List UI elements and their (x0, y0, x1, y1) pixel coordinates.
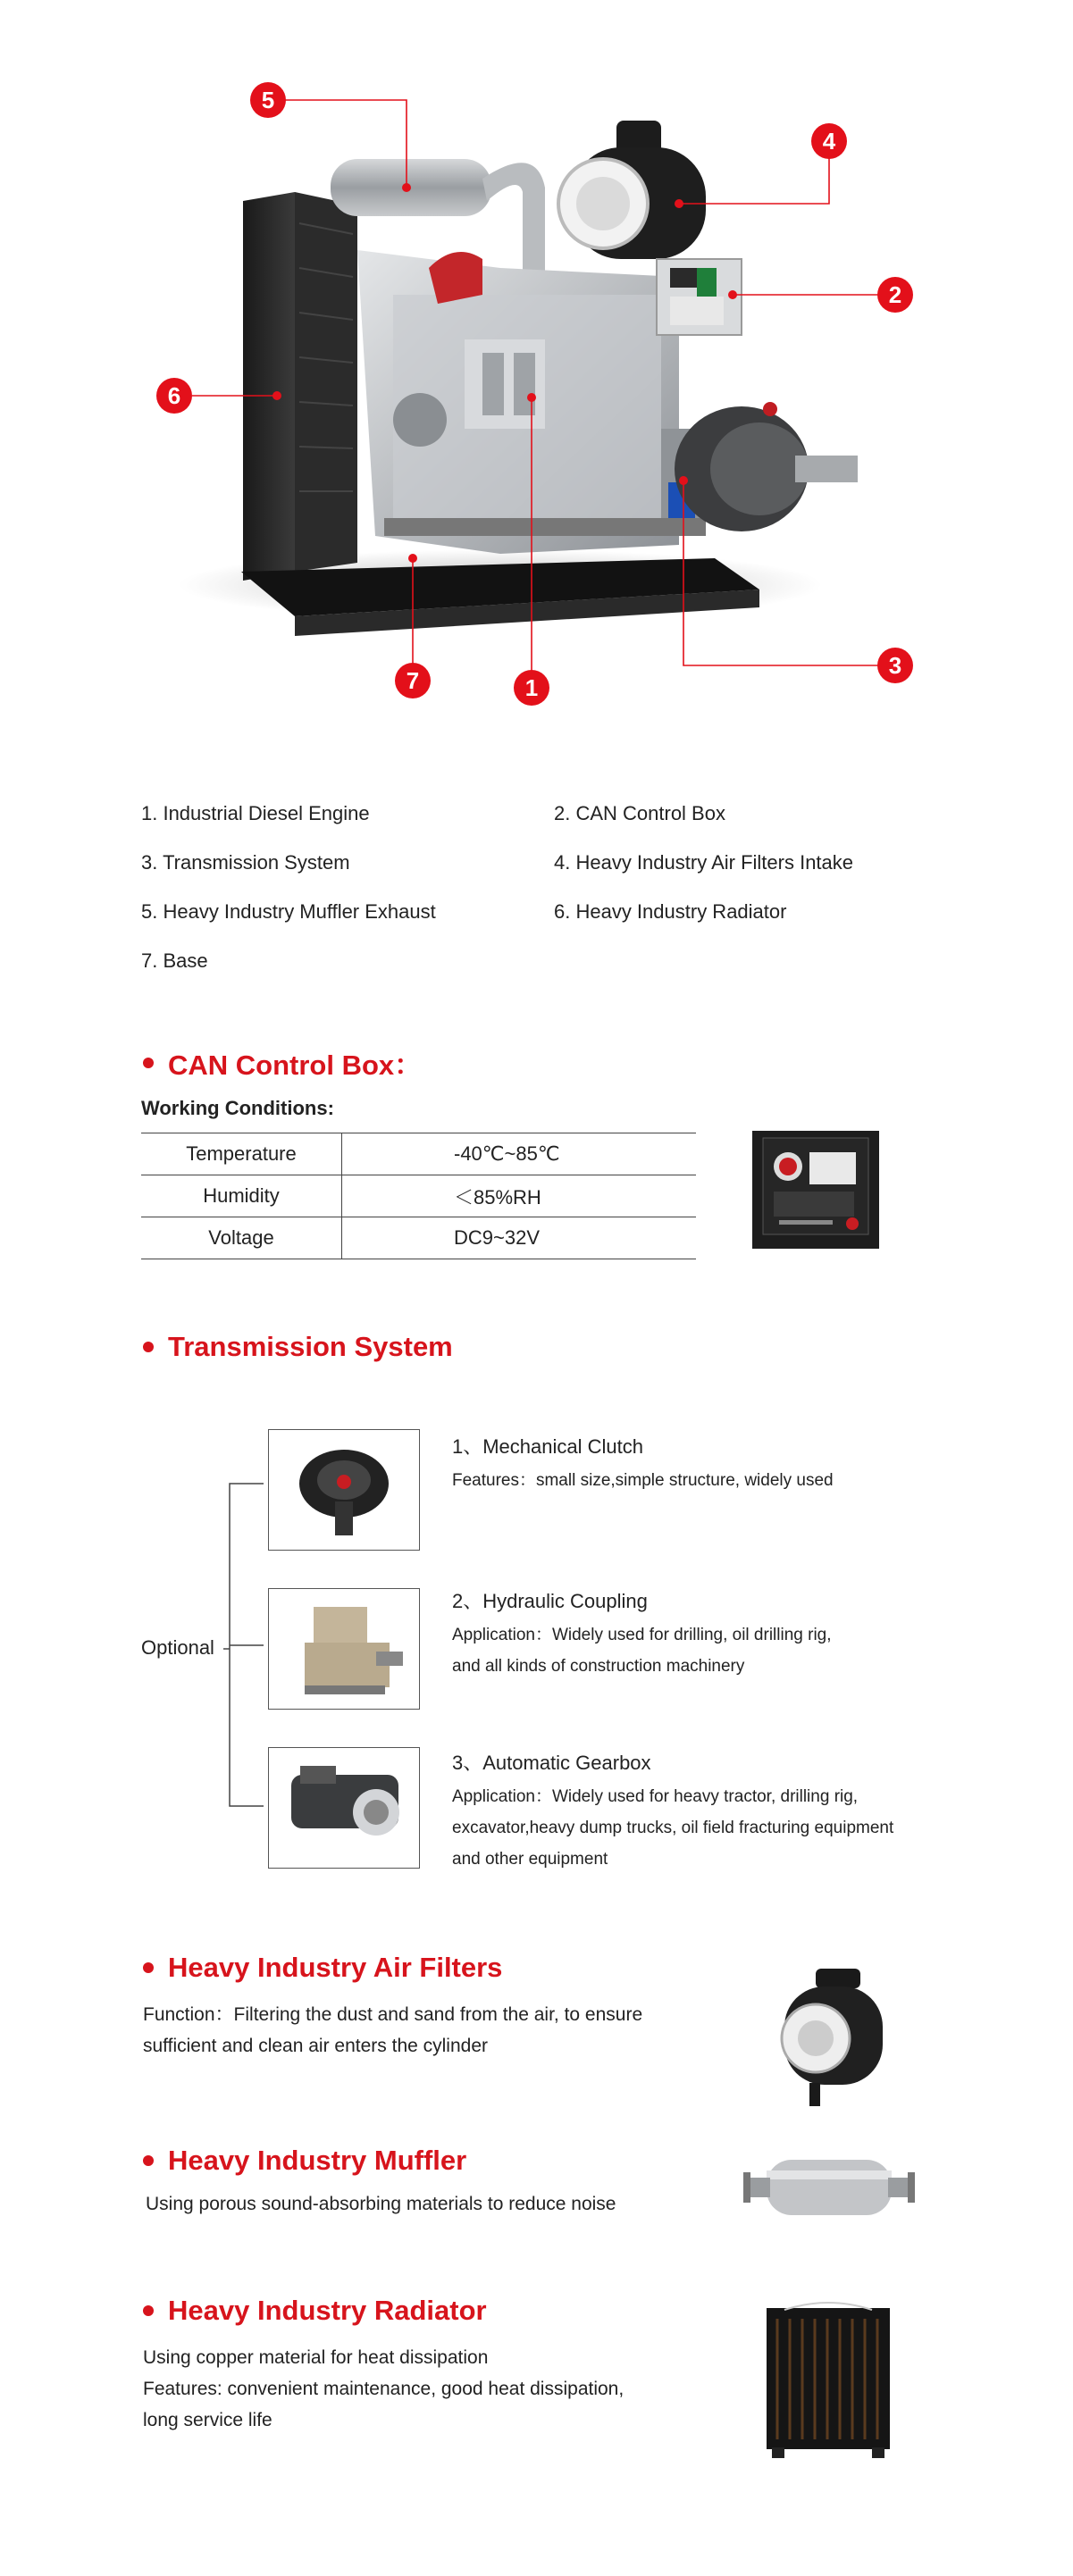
gearbox-photo (268, 1747, 420, 1869)
radiator-line: Features: convenient maintenance, good heat dissipation, (143, 2379, 625, 2399)
generator-drawing (0, 0, 1073, 732)
radiator-photo (758, 2301, 899, 2462)
base-shape (241, 558, 759, 636)
air-filters-line: Function：Filtering the dust and sand from the air, to ensure (143, 2004, 643, 2025)
can-box-title-text: CAN Control Box： (168, 1050, 423, 1081)
table-row (141, 1217, 696, 1259)
legend-item: 6. Heavy Industry Radiator (554, 900, 787, 923)
muffler-title-text: Heavy Industry Muffler (168, 2145, 467, 2176)
radiator-title (143, 2295, 487, 2327)
condition-value: ＜85%RH (342, 1175, 696, 1217)
control-box-photo (752, 1131, 879, 1249)
air-filter-photo (767, 1965, 892, 2112)
legend-item: 5. Heavy Industry Muffler Exhaust (141, 900, 436, 923)
radiator-title-text: Heavy Industry Radiator (168, 2295, 487, 2326)
bullet-icon (143, 1058, 154, 1068)
clutch-shape (661, 402, 858, 531)
option-desc: Application：Widely used for heavy tractor, drilling rig, (452, 1787, 859, 1806)
air-filters-title (143, 1952, 502, 1984)
working-conditions-table (141, 1133, 696, 1259)
clutch-photo (268, 1429, 420, 1551)
bullet-icon (143, 2305, 154, 2316)
bullet-icon (143, 1962, 154, 1973)
generator-illustration (0, 0, 1073, 732)
condition-value: -40℃~85℃ (342, 1133, 696, 1175)
working-conditions-label: Working Conditions: (141, 1097, 334, 1119)
legend-item: 3. Transmission System (141, 851, 350, 874)
callout-7: 7 (395, 663, 431, 698)
callout-6: 6 (156, 378, 192, 414)
radiator-line: Using copper material for heat dissipation (143, 2347, 489, 2368)
table-row (141, 1133, 696, 1175)
option-desc: Features：small size,simple structure, widely used (452, 1471, 834, 1490)
bullet-icon (143, 2155, 154, 2166)
condition-value: DC9~32V (342, 1217, 696, 1259)
option-desc: Application：Widely used for drilling, oil drilling rig, (452, 1626, 832, 1644)
callout-1: 1 (514, 670, 549, 706)
transmission-title-text: Transmission System (168, 1331, 453, 1362)
option-desc: excavator,heavy dump trucks, oil field fracturing equipment (452, 1819, 894, 1837)
optional-label: Optional (141, 1636, 214, 1659)
legend-item: 1. Industrial Diesel Engine (141, 802, 370, 824)
radiator-line: long service life (143, 2410, 272, 2430)
option-desc: and other equipment (452, 1850, 608, 1869)
air-filters-line: sufficient and clean air enters the cylinder (143, 2036, 488, 2056)
legend-item: 2. CAN Control Box (554, 802, 725, 824)
option-desc: and all kinds of construction machinery (452, 1657, 745, 1676)
callout-5: 5 (250, 82, 286, 118)
radiator-shape (243, 192, 357, 581)
coupling-photo (268, 1588, 420, 1710)
callout-3: 3 (877, 648, 913, 683)
transmission-title (143, 1331, 453, 1363)
muffler-title (143, 2145, 466, 2177)
option-title: 1、Mechanical Clutch (452, 1435, 643, 1458)
table-row (141, 1175, 696, 1217)
callout-4: 4 (811, 123, 847, 159)
air-filter-shape (558, 121, 706, 259)
can-box-title (143, 1042, 422, 1083)
condition-key: Humidity (141, 1175, 342, 1217)
bullet-icon (143, 1342, 154, 1352)
muffler-line: Using porous sound-absorbing materials to reduce noise (146, 2194, 616, 2214)
muffler-photo (740, 2144, 918, 2233)
legend-item: 7. Base (141, 949, 208, 972)
air-filters-title-text: Heavy Industry Air Filters (168, 1952, 503, 1983)
option-title: 2、Hydraulic Coupling (452, 1590, 648, 1612)
callout-2: 2 (877, 277, 913, 313)
condition-key: Voltage (141, 1217, 342, 1259)
option-title: 3、Automatic Gearbox (452, 1752, 651, 1774)
condition-key: Temperature (141, 1133, 342, 1175)
legend-item: 4. Heavy Industry Air Filters Intake (554, 851, 854, 874)
